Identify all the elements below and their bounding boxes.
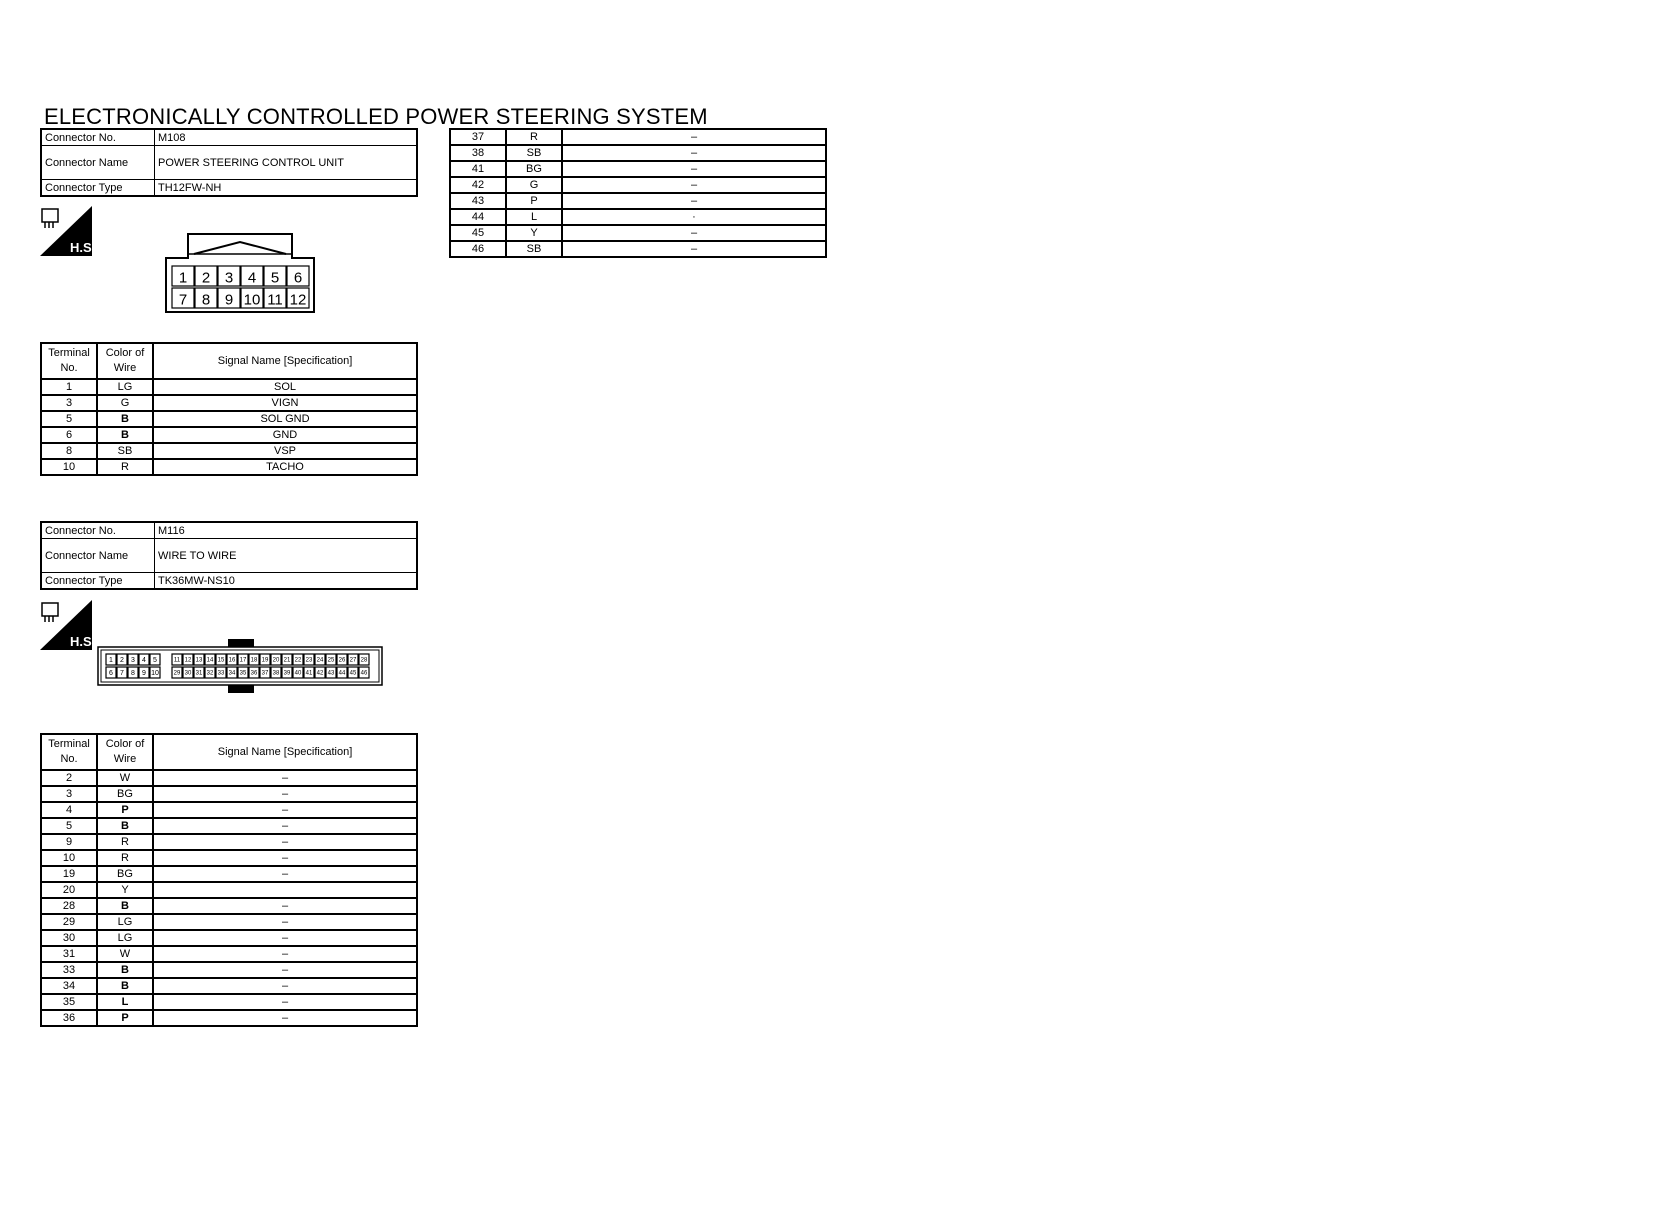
terminal-cell: 34 [41, 978, 97, 994]
signal-name-cell: SOL GND [153, 411, 417, 427]
terminal-cell: 37 [450, 129, 506, 145]
terminal-table-m116-continued [449, 128, 827, 258]
pin-number: 27 [349, 657, 357, 664]
pin-number: 37 [261, 670, 269, 677]
signal-name-cell: – [153, 802, 417, 818]
signal-name-cell: – [153, 898, 417, 914]
connector-no-label: Connector No. [41, 522, 155, 539]
terminal-cell: 1 [41, 379, 97, 395]
wire-color-cell: W [97, 770, 153, 786]
signal-name-cell: – [562, 161, 826, 177]
wire-color-cell: LG [97, 914, 153, 930]
pin-number: 5 [270, 269, 280, 287]
table-row [41, 379, 417, 395]
wire-color-cell: P [506, 193, 562, 209]
wire-color-cell: R [97, 834, 153, 850]
signal-name-cell [153, 882, 417, 898]
signal-name-cell: – [153, 978, 417, 994]
pin-number: 2 [201, 269, 211, 287]
table-row [450, 241, 826, 257]
wire-color-cell: LG [97, 930, 153, 946]
page-title: ELECTRONICALLY CONTROLLED POWER STEERING SYSTEM [44, 104, 708, 129]
pin-number: 41 [305, 670, 313, 677]
pin-number: 3 [224, 269, 234, 287]
pin-number: 11 [267, 291, 283, 309]
signal-name-cell: – [562, 225, 826, 241]
table-row [41, 411, 417, 427]
terminal-cell: 8 [41, 443, 97, 459]
pin-number: 26 [338, 657, 346, 664]
connector-no-value: M108 [155, 129, 418, 146]
terminal-cell: 28 [41, 898, 97, 914]
table-row [450, 161, 826, 177]
wire-color-cell: L [97, 994, 153, 1010]
table-row [41, 770, 417, 786]
table-row [41, 898, 417, 914]
signal-name-cell: · [562, 209, 826, 225]
terminal-cell: 44 [450, 209, 506, 225]
pin-number: 22 [294, 657, 302, 664]
terminal-cell: 3 [41, 395, 97, 411]
terminal-table-m116 [40, 733, 418, 1027]
wire-color-cell: SB [506, 145, 562, 161]
signal-name-cell: – [153, 994, 417, 1010]
pin-number: 4 [247, 269, 257, 287]
pin-number: 6 [109, 670, 113, 677]
hs-label: H.S. [70, 240, 96, 255]
pin-number: 7 [178, 291, 188, 309]
table-row [41, 834, 417, 850]
harness-side-icon [40, 600, 96, 650]
wire-color-cell: B [97, 427, 153, 443]
terminal-cell: 46 [450, 241, 506, 257]
table-row [450, 177, 826, 193]
pin-number: 16 [228, 657, 236, 664]
pin-number: 30 [184, 670, 192, 677]
wire-color-cell: SB [506, 241, 562, 257]
signal-name-cell: SOL [153, 379, 417, 395]
signal-name-cell: VSP [153, 443, 417, 459]
terminal-cell: 29 [41, 914, 97, 930]
signal-name-cell: – [562, 177, 826, 193]
wire-color-cell: Y [97, 882, 153, 898]
table-row [41, 427, 417, 443]
wire-color-cell: R [97, 850, 153, 866]
table-row [450, 129, 826, 145]
connector-name-value: WIRE TO WIRE [155, 539, 418, 573]
pin-number: 12 [184, 657, 192, 664]
connector-name-label: Connector Name [41, 146, 155, 180]
terminal-cell: 4 [41, 802, 97, 818]
pin-number: 43 [327, 670, 335, 677]
harness-side-icon [40, 206, 96, 256]
connector-type-label: Connector Type [41, 573, 155, 590]
signal-name-cell: – [153, 786, 417, 802]
signal-name-cell: GND [153, 427, 417, 443]
pin-number: 45 [349, 670, 357, 677]
pin-number: 32 [206, 670, 214, 677]
table-row [41, 395, 417, 411]
table-row [450, 145, 826, 161]
pin-number: 38 [272, 670, 280, 677]
header-terminal: Terminal No. [41, 343, 97, 379]
table-row [41, 978, 417, 994]
wire-color-cell: W [97, 946, 153, 962]
table-row [450, 225, 826, 241]
pin-number: 12 [289, 291, 307, 309]
terminal-cell: 10 [41, 459, 97, 475]
pin-number: 3 [131, 657, 135, 664]
terminal-cell: 43 [450, 193, 506, 209]
wire-color-cell: B [97, 898, 153, 914]
terminal-cell: 6 [41, 427, 97, 443]
terminal-cell: 38 [450, 145, 506, 161]
table-row [41, 962, 417, 978]
wire-color-cell: B [97, 962, 153, 978]
table-row [41, 818, 417, 834]
wire-color-cell: P [97, 1010, 153, 1026]
signal-name-cell: – [153, 1010, 417, 1026]
pin-number: 33 [217, 670, 225, 677]
pin-number: 23 [305, 657, 313, 664]
pin-number: 18 [250, 657, 258, 664]
pin-number: 8 [201, 291, 211, 309]
terminal-cell: 10 [41, 850, 97, 866]
pin-number: 1 [178, 269, 188, 287]
connector-type-label: Connector Type [41, 180, 155, 197]
table-row [41, 1010, 417, 1026]
table-row [41, 930, 417, 946]
wire-color-cell: B [97, 411, 153, 427]
terminal-cell: 9 [41, 834, 97, 850]
signal-name-cell: – [562, 129, 826, 145]
pin-number: 9 [142, 670, 146, 677]
signal-name-cell: – [153, 866, 417, 882]
signal-name-cell: – [153, 770, 417, 786]
wire-color-cell: BG [97, 786, 153, 802]
terminal-cell: 31 [41, 946, 97, 962]
pin-number: 29 [173, 670, 181, 677]
table-row [41, 459, 417, 475]
connector-type-value: TK36MW-NS10 [155, 573, 418, 590]
pin-number: 20 [272, 657, 280, 664]
connector-type-value: TH12FW-NH [155, 180, 418, 197]
wire-color-cell: P [97, 802, 153, 818]
pin-number: 17 [239, 657, 247, 664]
signal-name-cell: – [153, 818, 417, 834]
terminal-cell: 2 [41, 770, 97, 786]
header-terminal: Terminal No. [41, 734, 97, 770]
hs-label: H.S. [70, 634, 96, 649]
connector-no-label: Connector No. [41, 129, 155, 146]
terminal-cell: 36 [41, 1010, 97, 1026]
terminal-table-m108 [40, 342, 418, 476]
table-row [450, 209, 826, 225]
table-row [41, 850, 417, 866]
signal-name-cell: – [153, 914, 417, 930]
wire-color-cell: G [97, 395, 153, 411]
pin-number: 34 [228, 670, 236, 677]
connector-m116-face [96, 638, 386, 694]
signal-name-cell: – [562, 241, 826, 257]
terminal-cell: 41 [450, 161, 506, 177]
table-row [41, 946, 417, 962]
signal-name-cell: TACHO [153, 459, 417, 475]
table-row [41, 802, 417, 818]
pin-number: 19 [261, 657, 269, 664]
table-row [41, 866, 417, 882]
signal-name-cell: – [153, 946, 417, 962]
wire-color-cell: R [97, 459, 153, 475]
connector-m108-face [164, 232, 320, 314]
wire-color-cell: Y [506, 225, 562, 241]
connector-info-table-m116 [40, 521, 418, 590]
table-row [41, 786, 417, 802]
connector-no-value: M116 [155, 522, 418, 539]
header-color: Color of Wire [97, 734, 153, 770]
terminal-cell: 5 [41, 818, 97, 834]
signal-name-cell: – [562, 193, 826, 209]
pin-number: 9 [224, 291, 234, 309]
pin-number: 5 [153, 657, 157, 664]
terminal-cell: 3 [41, 786, 97, 802]
connector-name-label: Connector Name [41, 539, 155, 573]
pin-number: 25 [327, 657, 335, 664]
terminal-cell: 35 [41, 994, 97, 1010]
wire-color-cell: B [97, 978, 153, 994]
pin-number: 35 [239, 670, 247, 677]
signal-name-cell: – [562, 145, 826, 161]
pin-number: 7 [120, 670, 124, 677]
terminal-cell: 30 [41, 930, 97, 946]
connector-info-table-m108 [40, 128, 418, 197]
wire-color-cell: SB [97, 443, 153, 459]
terminal-cell: 42 [450, 177, 506, 193]
pin-number: 24 [316, 657, 324, 664]
connector-name-value: POWER STEERING CONTROL UNIT [155, 146, 418, 180]
pin-number: 10 [151, 670, 159, 677]
signal-name-cell: – [153, 834, 417, 850]
pin-number: 6 [293, 269, 303, 287]
header-color: Color of Wire [97, 343, 153, 379]
table-row [41, 443, 417, 459]
header-signal: Signal Name [Specification] [153, 734, 417, 770]
terminal-cell: 20 [41, 882, 97, 898]
pin-number: 11 [173, 657, 181, 664]
wire-color-cell: R [506, 129, 562, 145]
pin-number: 2 [120, 657, 124, 664]
wire-color-cell: G [506, 177, 562, 193]
table-row [41, 914, 417, 930]
signal-name-cell: – [153, 850, 417, 866]
pin-number: 28 [360, 657, 368, 664]
pin-number: 15 [217, 657, 225, 664]
table-row [450, 193, 826, 209]
pin-number: 39 [283, 670, 291, 677]
terminal-cell: 19 [41, 866, 97, 882]
pin-number: 21 [283, 657, 291, 664]
terminal-cell: 33 [41, 962, 97, 978]
terminal-cell: 45 [450, 225, 506, 241]
wire-color-cell: L [506, 209, 562, 225]
pin-number: 36 [250, 670, 258, 677]
pin-number: 4 [142, 657, 146, 664]
pin-number: 8 [131, 670, 135, 677]
table-row [41, 994, 417, 1010]
wire-color-cell: BG [97, 866, 153, 882]
pin-number: 44 [338, 670, 346, 677]
table-row [41, 882, 417, 898]
pin-number: 14 [206, 657, 214, 664]
wire-color-cell: B [97, 818, 153, 834]
header-signal: Signal Name [Specification] [153, 343, 417, 379]
signal-name-cell: – [153, 962, 417, 978]
terminal-cell: 5 [41, 411, 97, 427]
wire-color-cell: BG [506, 161, 562, 177]
signal-name-cell: – [153, 930, 417, 946]
pin-number: 46 [360, 670, 368, 677]
signal-name-cell: VIGN [153, 395, 417, 411]
pin-number: 1 [109, 657, 113, 664]
pin-number: 42 [316, 670, 324, 677]
pin-number: 10 [243, 291, 261, 309]
pin-number: 13 [195, 657, 203, 664]
pin-number: 31 [195, 670, 203, 677]
wire-color-cell: LG [97, 379, 153, 395]
pin-number: 40 [294, 670, 302, 677]
